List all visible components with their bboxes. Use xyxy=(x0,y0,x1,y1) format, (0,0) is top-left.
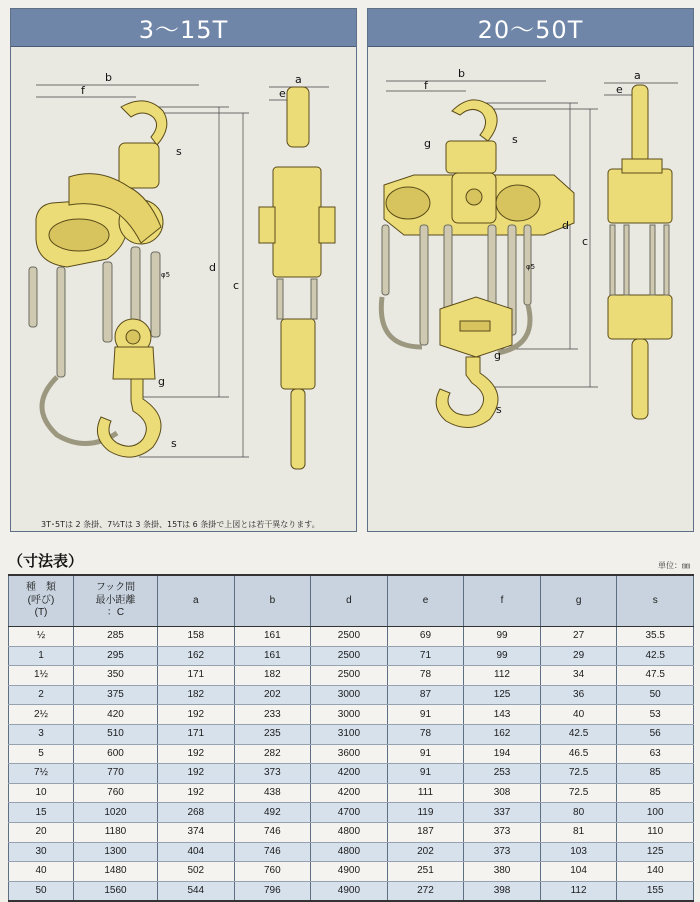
cell-c: 375 xyxy=(74,685,158,705)
cell-a: 171 xyxy=(158,724,235,744)
cell-a: 192 xyxy=(158,744,235,764)
cell-g: 36 xyxy=(540,685,617,705)
drawing-panel-20-50t xyxy=(367,8,694,532)
dimension-table xyxy=(8,574,694,902)
cell-s: 85 xyxy=(617,764,694,784)
dim-label-a: a xyxy=(634,69,641,82)
cell-c: 350 xyxy=(74,666,158,686)
cell-type: 2½ xyxy=(9,705,74,725)
cell-e: 69 xyxy=(387,627,464,647)
cell-d: 2500 xyxy=(311,627,388,647)
header-a: a xyxy=(158,575,235,627)
cell-g: 80 xyxy=(540,803,617,823)
dim-label-a: a xyxy=(295,73,302,86)
cell-s: 47.5 xyxy=(617,666,694,686)
cell-f: 143 xyxy=(464,705,541,725)
cell-e: 91 xyxy=(387,744,464,764)
cell-type: 15 xyxy=(9,803,74,823)
cell-c: 1180 xyxy=(74,822,158,842)
cell-type: 1 xyxy=(9,646,74,666)
cell-a: 158 xyxy=(158,627,235,647)
table-row xyxy=(9,744,694,764)
cell-b: 746 xyxy=(234,822,311,842)
cell-g: 104 xyxy=(540,862,617,882)
cell-a: 404 xyxy=(158,842,235,862)
cell-s: 56 xyxy=(617,724,694,744)
cell-a: 171 xyxy=(158,666,235,686)
cell-d: 4900 xyxy=(311,881,388,901)
hoist-drawing-20-50t xyxy=(368,47,693,517)
cell-d: 3100 xyxy=(311,724,388,744)
cell-f: 162 xyxy=(464,724,541,744)
table-row xyxy=(9,685,694,705)
cell-type: ½ xyxy=(9,627,74,647)
cell-s: 42.5 xyxy=(617,646,694,666)
cell-d: 3600 xyxy=(311,744,388,764)
cell-g: 29 xyxy=(540,646,617,666)
cell-f: 380 xyxy=(464,862,541,882)
table-row xyxy=(9,881,694,901)
cell-b: 161 xyxy=(234,646,311,666)
cell-c: 770 xyxy=(74,764,158,784)
cell-b: 233 xyxy=(234,705,311,725)
cell-a: 192 xyxy=(158,705,235,725)
cell-d: 4200 xyxy=(311,783,388,803)
header-type: 種 類 (呼び) (T) xyxy=(9,575,74,627)
header-b: b xyxy=(234,575,311,627)
drawing-panel-3-15t xyxy=(10,8,357,532)
cell-b: 796 xyxy=(234,881,311,901)
cell-f: 373 xyxy=(464,842,541,862)
cell-b: 492 xyxy=(234,803,311,823)
table-row xyxy=(9,822,694,842)
cell-s: 85 xyxy=(617,783,694,803)
cell-f: 337 xyxy=(464,803,541,823)
hoist-drawing-3-15t xyxy=(11,47,356,517)
cell-a: 544 xyxy=(158,881,235,901)
cell-g: 81 xyxy=(540,822,617,842)
cell-type: 2 xyxy=(9,685,74,705)
table-row xyxy=(9,666,694,686)
cell-b: 438 xyxy=(234,783,311,803)
cell-s: 140 xyxy=(617,862,694,882)
cell-e: 78 xyxy=(387,724,464,744)
cell-b: 202 xyxy=(234,685,311,705)
cell-f: 194 xyxy=(464,744,541,764)
cell-a: 192 xyxy=(158,783,235,803)
dim-label-g: g xyxy=(494,349,501,362)
cell-e: 187 xyxy=(387,822,464,842)
cell-g: 40 xyxy=(540,705,617,725)
dimension-table-title: （寸法表） xyxy=(8,552,84,570)
table-row xyxy=(9,705,694,725)
table-row xyxy=(9,646,694,666)
dim-label-phi: φ5 xyxy=(526,263,536,271)
panel-title-20-50t: 20～50T xyxy=(368,9,693,47)
cell-b: 182 xyxy=(234,666,311,686)
panel-title-3-15t: 3～15T xyxy=(11,9,356,47)
cell-s: 110 xyxy=(617,822,694,842)
cell-b: 746 xyxy=(234,842,311,862)
cell-e: 87 xyxy=(387,685,464,705)
cell-a: 192 xyxy=(158,764,235,784)
header-g: g xyxy=(540,575,617,627)
cell-f: 125 xyxy=(464,685,541,705)
dim-label-phi: φ5 xyxy=(161,271,171,279)
cell-b: 235 xyxy=(234,724,311,744)
cell-g: 72.5 xyxy=(540,783,617,803)
cell-c: 420 xyxy=(74,705,158,725)
cell-type: 3 xyxy=(9,724,74,744)
dim-label-c: c xyxy=(233,279,240,292)
cell-e: 251 xyxy=(387,862,464,882)
table-row xyxy=(9,764,694,784)
cell-type: 30 xyxy=(9,842,74,862)
header-e: e xyxy=(387,575,464,627)
cell-f: 308 xyxy=(464,783,541,803)
cell-b: 760 xyxy=(234,862,311,882)
cell-e: 111 xyxy=(387,783,464,803)
dim-label-g: g xyxy=(424,137,431,150)
cell-c: 1480 xyxy=(74,862,158,882)
cell-a: 182 xyxy=(158,685,235,705)
cell-c: 1560 xyxy=(74,881,158,901)
dim-label-b: b xyxy=(105,71,112,84)
table-row xyxy=(9,842,694,862)
cell-d: 2500 xyxy=(311,646,388,666)
cell-a: 374 xyxy=(158,822,235,842)
cell-d: 2500 xyxy=(311,666,388,686)
dim-label-d: d xyxy=(562,219,569,232)
table-row xyxy=(9,783,694,803)
cell-type: 10 xyxy=(9,783,74,803)
cell-g: 46.5 xyxy=(540,744,617,764)
table-row xyxy=(9,627,694,647)
cell-c: 510 xyxy=(74,724,158,744)
cell-f: 112 xyxy=(464,666,541,686)
dim-label-e: e xyxy=(616,83,623,96)
dim-label-d: d xyxy=(209,261,216,274)
dim-label-f: f xyxy=(424,79,428,92)
cell-s: 100 xyxy=(617,803,694,823)
cell-f: 398 xyxy=(464,881,541,901)
cell-c: 760 xyxy=(74,783,158,803)
cell-s: 50 xyxy=(617,685,694,705)
cell-d: 3000 xyxy=(311,705,388,725)
cell-type: 20 xyxy=(9,822,74,842)
cell-e: 272 xyxy=(387,881,464,901)
cell-e: 202 xyxy=(387,842,464,862)
cell-type: 40 xyxy=(9,862,74,882)
cell-type: 1½ xyxy=(9,666,74,686)
header-s: s xyxy=(617,575,694,627)
cell-g: 103 xyxy=(540,842,617,862)
dim-label-s-bottom: s xyxy=(496,403,502,416)
dim-label-s-top: s xyxy=(176,145,182,158)
dim-label-b: b xyxy=(458,67,465,80)
table-row xyxy=(9,862,694,882)
dim-label-e: e xyxy=(279,87,286,100)
cell-d: 4700 xyxy=(311,803,388,823)
dim-label-s-top: s xyxy=(512,133,518,146)
cell-s: 63 xyxy=(617,744,694,764)
table-header-row xyxy=(9,575,694,627)
header-d: d xyxy=(311,575,388,627)
cell-a: 162 xyxy=(158,646,235,666)
cell-c: 600 xyxy=(74,744,158,764)
cell-c: 285 xyxy=(74,627,158,647)
cell-f: 99 xyxy=(464,627,541,647)
cell-s: 53 xyxy=(617,705,694,725)
cell-s: 125 xyxy=(617,842,694,862)
chain-fall-note: 3T･5Tは 2 条掛、7½Tは 3 条掛、15Tは 6 条掛で上図とは若干異なります。 xyxy=(41,520,320,529)
cell-a: 268 xyxy=(158,803,235,823)
cell-b: 161 xyxy=(234,627,311,647)
cell-d: 4200 xyxy=(311,764,388,784)
cell-d: 4800 xyxy=(311,822,388,842)
cell-e: 71 xyxy=(387,646,464,666)
header-f: f xyxy=(464,575,541,627)
cell-g: 42.5 xyxy=(540,724,617,744)
cell-e: 78 xyxy=(387,666,464,686)
table-row xyxy=(9,724,694,744)
cell-b: 282 xyxy=(234,744,311,764)
cell-c: 295 xyxy=(74,646,158,666)
cell-f: 373 xyxy=(464,822,541,842)
table-row xyxy=(9,803,694,823)
cell-g: 27 xyxy=(540,627,617,647)
cell-b: 373 xyxy=(234,764,311,784)
cell-g: 112 xyxy=(540,881,617,901)
cell-f: 99 xyxy=(464,646,541,666)
dim-label-c: c xyxy=(582,235,589,248)
cell-a: 502 xyxy=(158,862,235,882)
cell-type: 5 xyxy=(9,744,74,764)
cell-d: 4900 xyxy=(311,862,388,882)
dim-label-s-bottom: s xyxy=(171,437,177,450)
cell-e: 91 xyxy=(387,764,464,784)
cell-g: 72.5 xyxy=(540,764,617,784)
cell-s: 35.5 xyxy=(617,627,694,647)
cell-g: 34 xyxy=(540,666,617,686)
cell-c: 1300 xyxy=(74,842,158,862)
header-hook-distance: フック間 最小距離 ：C xyxy=(74,575,158,627)
cell-d: 4800 xyxy=(311,842,388,862)
cell-type: 7½ xyxy=(9,764,74,784)
cell-e: 91 xyxy=(387,705,464,725)
cell-type: 50 xyxy=(9,881,74,901)
unit-label: 単位：㎜ xyxy=(658,561,690,570)
cell-s: 155 xyxy=(617,881,694,901)
cell-c: 1020 xyxy=(74,803,158,823)
cell-d: 3000 xyxy=(311,685,388,705)
dim-label-g: g xyxy=(158,375,165,388)
dim-label-f: f xyxy=(81,84,85,97)
cell-e: 119 xyxy=(387,803,464,823)
cell-f: 253 xyxy=(464,764,541,784)
